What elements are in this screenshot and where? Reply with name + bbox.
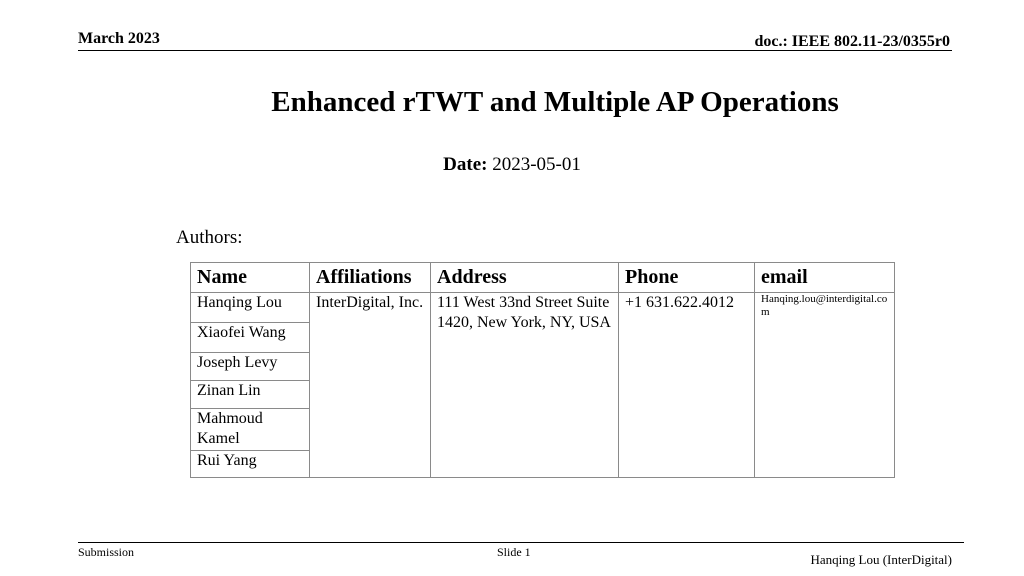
authors-label: Authors: <box>176 227 243 248</box>
date-value: 2023-05-01 <box>492 154 581 175</box>
column-header-address: Address <box>431 263 619 293</box>
header-date: March 2023 <box>78 30 160 47</box>
header-doc-id: doc.: IEEE 802.11-23/0355r0 <box>754 33 950 50</box>
footer-submission: Submission <box>78 545 135 559</box>
date-line <box>0 154 1024 176</box>
author-name: Mahmoud Kamel <box>191 409 310 451</box>
author-name: Rui Yang <box>191 451 310 478</box>
address-cell: 111 West 33nd Street Suite 1420, New York, NY, USA <box>431 293 619 478</box>
header-divider <box>78 50 952 51</box>
author-name: Joseph Levy <box>191 353 310 381</box>
column-header-name: Name <box>191 263 310 293</box>
table-header-row <box>191 263 895 293</box>
author-name: Zinan Lin <box>191 381 310 409</box>
authors-table <box>190 262 895 478</box>
author-name: Xiaofei Wang <box>191 323 310 353</box>
author-name: Hanqing Lou <box>191 293 310 323</box>
email-cell: Hanqing.lou@interdigital.com <box>755 293 895 478</box>
footer-divider <box>78 542 964 543</box>
slide-title: Enhanced rTWT and Multiple AP Operations <box>271 86 839 118</box>
column-header-affiliations: Affiliations <box>310 263 431 293</box>
affiliation-cell: InterDigital, Inc. <box>310 293 431 478</box>
column-header-email: email <box>755 263 895 293</box>
footer-slide-number: Slide 1 <box>497 545 531 559</box>
footer-author: Hanqing Lou (InterDigital) <box>810 552 952 567</box>
table-row <box>191 293 895 323</box>
date-label: Date: <box>443 154 488 175</box>
column-header-phone: Phone <box>619 263 755 293</box>
phone-cell: +1 631.622.4012 <box>619 293 755 478</box>
